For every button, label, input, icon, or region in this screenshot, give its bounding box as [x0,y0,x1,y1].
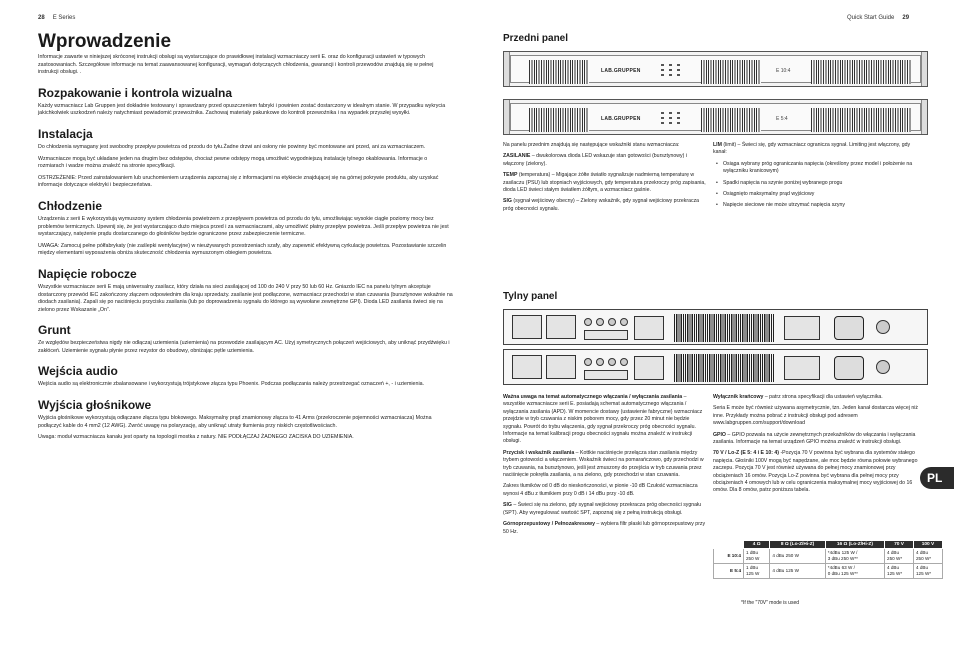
list-item: • Spadki napięcia na szynie poniżej wybranego progu [723,180,918,187]
table-cell: E 5:4 [714,564,744,579]
paragraph: Wszystkie wzmacniacze serii E mają uniwersalny zasilacz, który działa na sieci zasilającej od 100 do 240 V przy 50 lub 60 Hz. Gniazdo IEC na panelu tylnym akceptuje dostarczony przewód IEC zakończony złączem odpowiednim dla kraju sprzedaży. zasilanie jest podłączone, wzmacniacz przechodzi w stan czuwania (bursztynowe wskaźnie na diodach zasilania). Zapali się po naciśnięciu przycisku zasilania (lub po doprowadzeniu sygnału do którego są wywołane zewnętrzne GPI). Dioda LED zasilania świeci się na zielono przez Wskazanie „On”. [38,283,453,313]
front-item-power: ZASILANIE – dwukolorowa dioda LED wskazuje stan gotowości (bursztynowy) i włączony (zielony). [503,153,687,167]
table-header-row [714,541,943,549]
front-panel-text-col2 [713,142,918,214]
left-series: E Series [52,15,76,21]
front-face [510,103,921,131]
gpio-connector [784,356,820,380]
rear-item-power-button: Przycisk i wskaźnik zasilania – Kottkie naciśnięcie przełącza stan zasilania między trybem gotowości a włączeniem. Wskaźnik świeci na pomarańczowo, gdy przechodzi w tryb czuwania, na bursztynowo, jeśli jest zmuszony do przejścia w tryb czuwania przez naciśnięcie pokrętła zasilania, a na zielono, gdy przechodzi w stan czuwania. [503,449,704,479]
brand-logo: LAB.GRUPPEN [601,116,641,122]
left-page-number: 28 [38,15,45,21]
heading-speaker-outputs: Wyjścia głośnikowe [38,398,152,413]
vent-grille [701,60,761,84]
heading-audio-inputs: Wejścia audio [38,364,118,379]
speaker-output-connector [512,355,542,379]
power-button [876,320,890,334]
rear-panel-heading: Tylny panel [503,291,558,302]
heatsink [674,314,774,342]
attenuator-knob [596,318,604,326]
table-header-cell: 16 Ω (Lo-Z/Hi-Z) [825,541,884,549]
table-cell: 4 dBu 250 W* [914,549,943,564]
vent-grille [701,108,761,132]
rack-ear [921,100,927,134]
rear-item-asymmetric: Seria E może być również używana asymetrycznie, tzn. Jeden kanał dostarcza więcej niż inne. Przykłady można pobrać z instrukcji obsługi pod adresem www.labgruppen.com/support/download [713,405,918,427]
front-panel-heading: Przedni panel [503,33,569,44]
dip-switch-block [634,356,664,380]
paragraph: Do chłodzenia wymagany jest swobodny przepływ powietrza od przodu do tyłu.Żadne drzwi ani osłony nie powinny być montowane ani przed, ani za wzmacniaczem. [38,143,426,150]
rear-item-filter: Górnoprzepustowy / Pełnozakresowy – wybiera filtr płaski lub górnoprzepustowy przy 50 Hz. [503,521,706,535]
front-item-lim: LIM (limit) – Świeci się, gdy wzmacniacz ogranicza sygnał. Limiting jest włączony, gdy kanał: [713,142,911,156]
iec-power-inlet [834,356,864,380]
rear-item-sig: SIG – Świeci się na zielono, gdy sygnał wejściowy przekracza próg obecności sygnału (SPT). Aby wyregulować wartość SPT, zapoznaj się z pełną instrukcją obsługi. [503,502,702,516]
lim-list [723,161,918,210]
rear-item-70v: 70 V / Lo-Z (E 5: 4 i E 10: 4) -Pozycja 70 V powinna być wybrana dla systemów stałego napięcia. Głośniki 100V mogą być napędzane, ale moc będzie równa połowie wybranego zaczepu. Pozycja 70 V jest również używana do pełnej mocy znamionowej przy obciążeniach 16 omów. Pozycja Lo-Z powinna być wybrana dla pełnej mocy przy obciążeniach 4 omowych lub w celu ograniczenia maksymalnej mocy wyjściowej do 16 omów. Dla 8 omów, patrz poniższa tabela. [713,450,918,494]
table-header-cell [714,541,744,549]
heading-ground: Grunt [38,323,71,338]
table-cell: 4 dBu 250 W* [885,549,914,564]
front-item-temp: TEMP (temperatura) – Migające żółte światło sygnalizuje nadmierną temperaturę w zasilaczu (PSU) lub stopniach wyjściowych, gdy temperatura przekroczy próg zapisania, dioda LED świeci stałym światłem żółtym, a wzmacniacz gaśnie. [503,172,706,194]
rear-panel-text-col2 [713,394,918,499]
gpio-connector [784,316,820,340]
rear-item-attenuator: Zakres tłumików od 0 dB do nieskończoności, w pionie -10 dB Czułość wzmacniacza wynosi 4 dBu z tłumikiem przy 0 dB i 14 dBu przy -10 dB. [503,483,698,497]
right-header [847,15,909,21]
front-intro: Na panelu przednim znajdują się następujące wskaźniki stanu wzmacniacza: [503,142,680,148]
front-panel-e10-drawing [503,51,928,87]
front-panel-e5-drawing [503,99,928,135]
right-guide: Quick Start Guide [847,15,895,21]
paragraph: Wyjścia głośnikowe wykorzystują odłączane złącza typu blokowego. Maksymalny prąd znamionowy złącza to 41 Arms (przekroczenie pojemności wzmacniacza) Można podłączyć kable do 4 mm2 (12 AWG). Zwróć uwagę na polaryzację, aby uniknąć utraty tłumienia przy niskich częstotliwościach. [38,415,432,429]
iec-power-inlet [834,316,864,340]
heading-voltage: Napięcie robocze [38,266,137,281]
speaker-output-connector [512,315,542,339]
status-leds [661,112,685,126]
right-page-number: 29 [902,15,910,21]
table-header-cell: 100 V [914,541,943,549]
power-button [876,360,890,374]
brand-logo: LAB.GRUPPEN [601,68,641,74]
list-item: • Napięcie sieciowe nie może utrzymać napięcia szyny [723,202,918,209]
intro-text: Informacje zawarte w niniejszej skróconej instrukcji obsługi są wystarczające do prawidłowej instalacji wzmacniaczy serii E. oraz do konfiguracji ustawień w typowych zastosowaniach. Szczegółowe informacje na temat zaawansowanej konfiguracji, wymagań dotyczących chłodzenia, gwarancji i kontroli przewodów znajdują się w pełnej instrukcji obsługi. . [38,54,434,76]
attenuator-knob [584,318,592,326]
table-cell: 1 dBu 125 W [744,564,770,579]
language-tab: PL [920,467,954,489]
output-spec-table [713,540,943,579]
table-footnote: *If the "70V" mode is used [741,600,800,606]
input-connector [584,330,628,340]
front-panel-text-col1 [503,142,708,217]
left-column [38,32,453,446]
paragraph: Uwaga: moduł wzmacniacza kanału jest oparty na topologii mostka z natury. NIE PODŁĄCZAJ ŻADNEGO ZACISKA DO UZIEMIENIA. [38,434,354,441]
vent-grille [529,60,589,84]
table-header-cell: 4 Ω [744,541,770,549]
status-leds [661,64,685,78]
dip-switch-block [634,316,664,340]
table-cell: *4dBu 63 W / 0 dBu 125 W** [825,564,884,579]
vent-grille [529,108,589,132]
table-cell: 4 dBu 125 W* [885,564,914,579]
attenuator-knob [608,318,616,326]
table-cell: 1 dBu 250 W [744,549,770,564]
table-cell: E 10:4 [714,549,744,564]
paragraph: OSTRZEŻENIE: Przed zainstalowaniem lub uruchomieniem urządzenia zapoznaj się z informacjami na etykiecie znajdującej się na górnej pokrywie produktu, aby uzyskać informacje dotyczące elektryki i bezpieczeństwa. [38,174,439,189]
table-row [714,564,943,579]
paragraph: Urządzenia z serii E wykorzystują wymuszony system chłodzenia powietrzem z przepływem powietrza od przodu do tyłu, umożliwiając wysokie ciągłe poziomy mocy bez problemów termicznych. Upewnij się, że jest wystarczająco dużo miejsca przed i za wzmacniaczami, aby umożliwić płatny przepływ powietrza. Jeśli przepływ powietrza nie jest wystarczający, natężenie prądu dostarczanego do głośników będzie ograniczone przez zabezpieczenie termiczne. [38,215,449,238]
heatsink [674,354,774,382]
rear-panel-e5-drawing [503,349,928,385]
heading-unpacking: Rozpakowanie i kontrola wizualna [38,85,233,100]
page-title: Wprowadzenie [38,31,172,52]
paragraph: UWAGA: Zamocuj pełne półfabrykaty (nie zaślepki wentylacyjne) w nieużywanych przestrzeniach szafy, aby zapewnić efektywną cyrkulację powietrza. Pozostawianie szczelin między elementami wyposażenia obniża skuteczność chłodzenia wymuszonym obiegiem powietrza. [38,242,447,257]
model-label: E 5:4 [776,116,788,122]
attenuator-knob [620,358,628,366]
table-cell: 4 dBu 125 W* [914,564,943,579]
model-label: E 10:4 [776,68,791,74]
table-cell: 4 dBu 250 W [770,549,825,564]
rear-item-apd: Ważna uwaga na temat automatycznego włączania / wyłączania zasilania – wszystkie wzmacniacze serii E. posiadają schemat automatycznego włączania / wyłączania zasilania (APD). W momencie dostawy (ustawienie fabryczne) wzmacniacz przejdzie w tryb czuwania z niskim poborem mocy, gdy przez 20 minut nie będzie sygnału. Powrót do trybu włączenia, gdy sygnał przekroczy próg obecności sygnału. Informacje na temat kalibracji progu obecności sygnału można znaleźć w instrukcji obsługi. [503,394,703,445]
front-item-sig: SIG (sygnał wejściowy obecny) – Zielony wskaźnik, gdy sygnał wejściowy przekracza próg obecności sygnału. [503,198,700,212]
speaker-output-connector [546,315,576,339]
heading-installation: Instalacja [38,126,93,141]
input-connector [584,370,628,380]
table-row [714,549,943,564]
paragraph: Każdy wzmacniacz Lab Gruppen jest dokładnie testowany i sprawdzany przed opuszczeniem fabryki i powinien zostać dostarczony w idealnym stanie. W przypadku wykrycia jakichkolwiek uszkodzeń należy natychmiast powiadomić przewoźnika. Zachowaj materiały pakunkowe do kontroli przewoźnika i na wypadek przyszłej wysyłki. [38,102,446,117]
attenuator-knob [620,318,628,326]
vent-grille [811,60,911,84]
rear-item-limit-switch: Wyłącznik krańcowy – patrz strona specyfikacji dla ustawień wyłącznika. [713,394,883,400]
attenuator-knob [596,358,604,366]
heading-cooling: Chłodzenie [38,198,103,213]
rear-panel-text-col1 [503,394,708,540]
list-item: • Osiąga wybrany próg ograniczania napięcia (określony przez model i położenie na wyłączniku kranicowym) [723,161,918,176]
rear-panel-e10-drawing [503,309,928,345]
table-header-cell: 8 Ω (Lo-Z/Hi-Z) [770,541,825,549]
rack-ear [921,52,927,86]
speaker-output-connector [546,355,576,379]
table-header-cell: 70 V [885,541,914,549]
paragraph: Wzmacniacze mogą być układane jeden na drugim bez odstępów, chociaż pewne odstępy mogą umożliwić wygodniejszą instalację tylnego okablowania. Informacje o rozmiarach i wadze można znaleźć na stronie specyfikacji. [38,155,428,170]
table-cell: *4dBu 125 W / 3 dBu 250 W** [825,549,884,564]
table-cell: 4 dBu 125 W [770,564,825,579]
paragraph: Wejścia audio są elektronicznie zbalansowane i wykorzystują trójstykowe złącza typu Phoenix. Podczas podłączania należy przestrzegać oznaczeń +, - i uziemienia. [38,381,425,388]
attenuator-knob [584,358,592,366]
front-face [510,55,921,83]
vent-grille [811,108,911,132]
left-header [38,15,75,21]
right-page [477,0,954,648]
list-item: • Osiągnięto maksymalny prąd wyjściowy [723,191,918,198]
paragraph: Ze względów bezpieczeństwa nigdy nie odłączaj uziemienia (uziemienia) na przewodzie zasilającym AC. Użyj symetrycznych połączeń wejściowych, aby uniknąć przydźwięku i zakłóceń. Uziemienie sygnału płynie przez rezystor do obudowy, obniżając pętle uziemienia. [38,340,450,354]
rear-item-gpio: GPIO – GPIO pozwala na użycie zewnętrznych przekaźników do włączania i wyłączania zasilania. Informacje na temat urządzeń GPIO można znaleźć w instrukcji obsługi. [713,431,916,446]
attenuator-knob [608,358,616,366]
